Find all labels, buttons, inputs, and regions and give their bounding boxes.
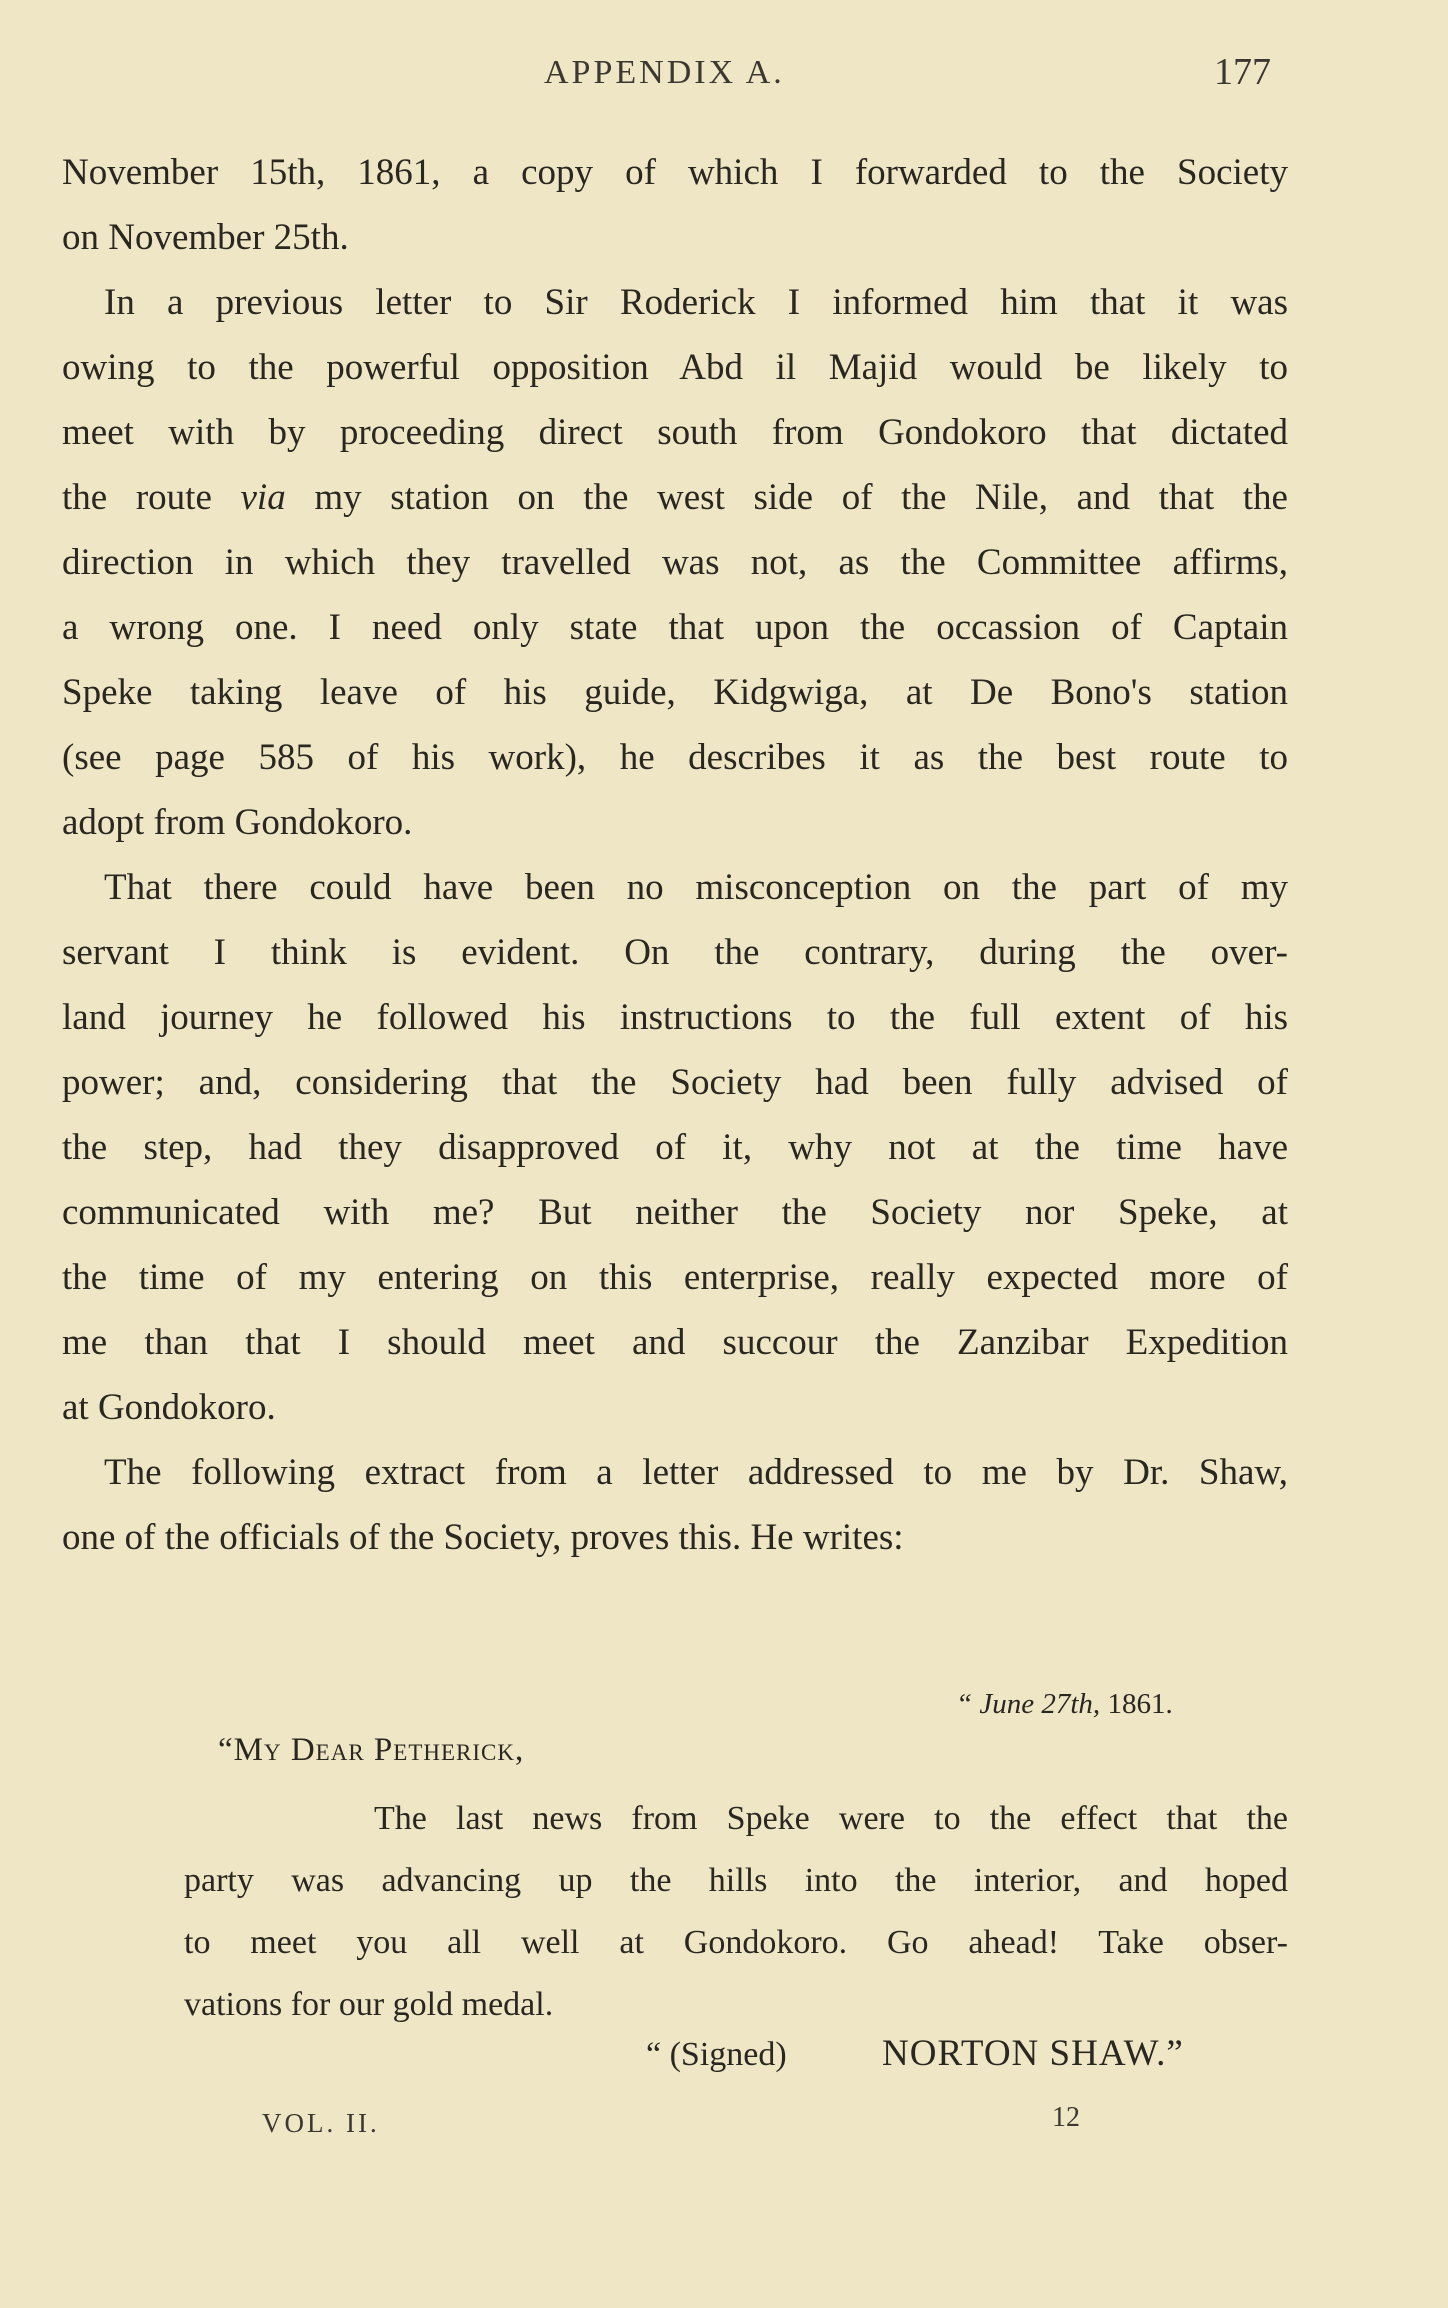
volume-marker: VOL. II. [262,2108,380,2138]
text-line: the step, had they disapproved of it, why not at the time have [62,1127,1288,1168]
text-line: November 15th, 1861, a copy of which I forwarded to the Society [62,152,1288,193]
letter-line: The last news from Speke were to the effect that the [374,1800,1288,1837]
paragraph [62,1440,1288,1570]
letter-body [184,1788,1288,2036]
text-line: meet with by proceeding direct south from Gondokoro that dictated [62,412,1288,453]
letter-salutation: “My Dear Petherick, [218,1732,525,1768]
text-line: the route via my station on the west side of the Nile, and that the [62,477,1288,518]
letter-line: to meet you all well at Gondokoro. Go ahead! Take obser- [184,1924,1288,1961]
text-line: on November 25th. [62,217,349,258]
paragraph [62,140,1288,270]
text-line: one of the officials of the Society, proves this. He writes: [62,1517,904,1558]
letter-line: party was advancing up the hills into the interior, and hoped [184,1862,1288,1899]
paragraph [62,855,1288,1440]
text-line: That there could have been no misconception on the part of my [104,867,1288,908]
letter-line: vations for our gold medal. [184,1986,554,2023]
italic-via: via [240,477,286,518]
text-line: communicated with me? But neither the Society nor Speke, at [62,1192,1288,1233]
text-line: direction in which they travelled was not, as the Committee affirms, [62,542,1288,583]
text-line: The following extract from a letter addressed to me by Dr. Shaw, [104,1452,1288,1493]
text-line: In a previous letter to Sir Roderick I informed him that it was [104,282,1288,323]
signature-mark: 12 [1052,2102,1080,2133]
letter-date-year: 1861. [1107,1688,1173,1720]
text-line: a wrong one. I need only state that upon the occassion of Captain [62,607,1288,648]
text-line: Speke taking leave of his guide, Kidgwiga, at De Bono's station [62,672,1288,713]
text-line: adopt from Gondokoro. [62,802,413,843]
text-line: me than that I should meet and succour the Zanzibar Expedition [62,1322,1288,1363]
body-text [62,140,1288,1570]
letter-date [956,1688,1173,1721]
signed-label: “ (Signed) [646,2036,787,2073]
paragraph [62,270,1288,855]
text-line: at Gondokoro. [62,1387,276,1428]
text-line: owing to the powerful opposition Abd il Majid would be likely to [62,347,1288,388]
text-line: (see page 585 of his work), he describes it as the best route to [62,737,1288,778]
text-line: the time of my entering on this enterprise, really expected more of [62,1257,1288,1298]
text-line: land journey he followed his instructions to the full extent of his [62,997,1288,1038]
signed-name: NORTON SHAW.” [882,2033,1184,2074]
text-line: servant I think is evident. On the contrary, during the over- [62,932,1288,973]
page-number: 177 [1214,51,1271,93]
letter-date-day: “ June 27th, [956,1688,1101,1720]
running-head [0,48,1448,98]
text-line: power; and, considering that the Society had been fully advised of [62,1062,1288,1103]
running-head-title: APPENDIX A. [544,54,785,91]
